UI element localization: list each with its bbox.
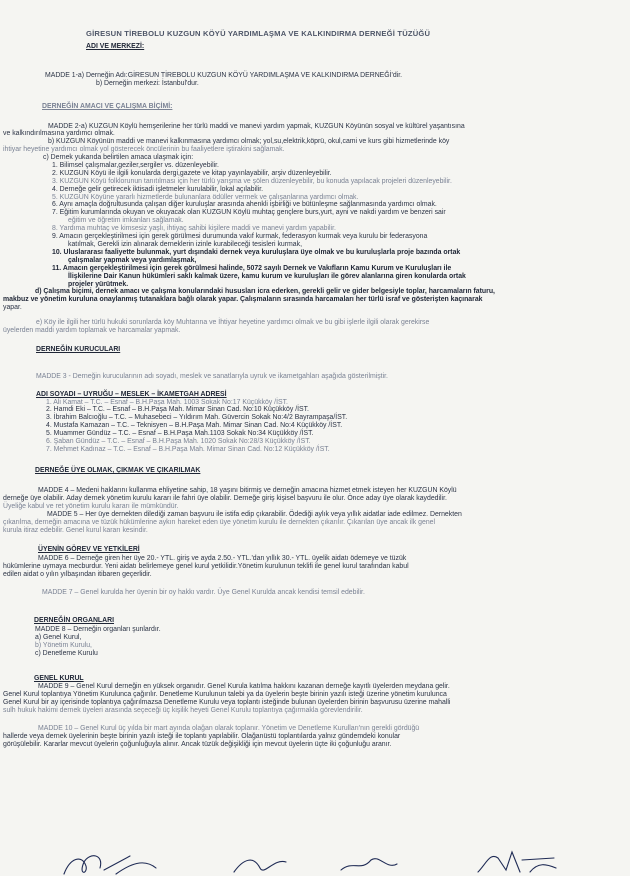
- text-line-61: sulh hukuk hakimi dernek üyeleri arasında seçeceği üç kişilik heyeti Genel Kurulu toplantıya çağırmakla görevlendirilir.: [3, 707, 363, 714]
- text-line-46: kurula itiraz edebilir. Genel kurul kararı kesindir.: [3, 527, 148, 534]
- signature-4: [472, 846, 562, 876]
- text-line-37: 5. Muammer Gündüz – T.C. – Esnaf – B.H.Paşa Mah.1103 Sokak No:34 Küçükköy /İST.: [46, 430, 314, 437]
- section-heading-40: DERNEĞE ÜYE OLMAK, ÇIKMAK VE ÇIKARILMAK: [35, 467, 201, 474]
- text-line-27: yapar.: [3, 304, 22, 311]
- text-line-15: 7. Eğitim kurumlarında okuyan ve okuyacak olan KUZGUN Köylü muhtaç gençlere burs,yurt, ayni ve nakdi yardım ve benzeri sair: [52, 209, 446, 216]
- signature-2: [230, 852, 300, 876]
- section-heading-3: DERNEĞİN AMACI VE ÇALIŞMA BİÇİMİ:: [42, 103, 173, 110]
- text-line-51: MADDE 7 – Genel kurulda her üyenin bir oy hakkı vardır. Üye Genel Kurulda ancak kendisi temsil edebilir.: [42, 589, 365, 596]
- text-line-42: derneğe üye olabilir. Aday dernek yönetim kurulu kararı ile fahri üye olabilir. Derneğe giriş kişisel başvuru ile olur. Önce aday üye olarak kaydedilir.: [3, 495, 447, 502]
- text-line-21: çalışmalar yapmak veya yardımlaşmak,: [68, 257, 197, 264]
- text-line-20: 10. Uluslararası faaliyette bulunmak, yurt dışındaki dernek veya kuruluşlara üye olmak ve bu kuruluşlarla proje bazında ortak: [52, 249, 461, 256]
- section-heading-57: GENEL KURUL: [34, 675, 84, 682]
- signature-1: [60, 848, 180, 876]
- text-line-1: MADDE 1-a) Derneğin Adı:GİRESUN TİREBOLU KUZGUN KÖYÜ YARDIMLAŞMA VE KALKINDIRMA DERNEĞİ'dir.: [45, 72, 403, 79]
- text-line-55: b) Yönetim Kurulu,: [35, 642, 92, 649]
- text-line-12: 4. Derneğe gelir getirecek iktisadi işletmeler kurulabilir, lokal açılabilir.: [52, 186, 264, 193]
- text-line-36: 4. Mustafa Kamazan – T.C. – Teknisyen – B.H.Paşa Mah. Mimar Sinan Cad. No:4 Küçükköy /İST.: [46, 422, 343, 429]
- text-line-62: MADDE 10 – Genel Kurul üç yılda bir mart ayında olağan olarak toplanır. Yönetim ve Denetleme Kurulları'nın gerekli gördüğü: [38, 725, 420, 732]
- text-line-43: Üyeliğe kabul ve ret yönetim kurulu kararı ile mümkündür.: [3, 503, 179, 510]
- text-line-17: 8. Yardıma muhtaç ve kimsesiz yaşlı, ihtiyaç sahibi kişilere maddi ve manevi yardım yapabilir.: [52, 225, 336, 232]
- text-line-34: 2. Hamdi Eki – T.C. – Esnaf – B.H.Paşa Mah. Mimar Sinan Cad. No:10 Küçükköy /İST.: [46, 406, 309, 413]
- text-line-63: hallerde veya dernek üyelerinin beşte birinin yazılı isteği ile toplantı yapılabilir. Olağanüstü toplantılarda yalnız gündemdeki konular: [3, 733, 401, 740]
- section-heading-32: ADI SOYADI – UYRUĞU – MESLEK – İKAMETGAH ADRESİ: [36, 391, 227, 398]
- text-line-54: a) Genel Kurul,: [35, 634, 82, 641]
- text-line-16: eğitim ve öğretim imkanları sağlamak.: [68, 217, 184, 224]
- signature-3: [335, 852, 405, 876]
- section-heading-52: DERNEĞİN ORGANLARI: [34, 617, 115, 624]
- text-line-26: makbuz ve yönetim kuruluna onaylanmış tutanaklara bağlı olarak yapar. Çalışmaların sırasında harcamaları her türlü israf ve gösterişten kaçınarak: [3, 296, 483, 303]
- text-line-45: çıkarılma, derneğin amacına ve tüzük hükümlerine aykırı hareket eden üye yönetim kurulu ile dernekten çıkarılır. Çıkarılan üye ancak ilk genel: [3, 519, 436, 526]
- text-line-49: hükümlerine uymaya mecburdur. Yeni aidatı belirlemeye genel kurul yetkilidir.Yönetim kurulunun teklifi ile genel kurul tarafından kabul: [3, 563, 409, 570]
- text-line-44: MADDE 5 – Her üye dernekten dilediği zaman başvuru ile istifa edip çıkarabilir. Ödediği aylık veya yıllık aidatlar iade edilmez. Dernekten: [47, 511, 462, 518]
- text-line-2: b) Derneğin merkezi: İstanbul'dur.: [96, 80, 199, 87]
- text-line-33: 1. Ali Kamat – T.C. – Esnaf – B.H.Paşa Mah. 1003 Sokak No:17 Küçükköy /İST.: [46, 399, 288, 406]
- text-line-28: e) Köy ile ilgili her türlü hukuki sorunlarda köy Muhtarına ve İhtiyar heyetine yardımcı olmak ve bu gibi işlerle ilgili olarak gerekirse: [36, 319, 430, 326]
- text-line-18: 9. Amacın gerçekleştirilmesi için gerek görülmesi durumunda vakıf kurmak, federasyon kurmak veya kurulu bir federasyona: [52, 233, 428, 240]
- text-line-58: MADDE 9 – Genel Kurul derneğin en yüksek organıdır. Genel Kurula katılma hakkını kazanan derneğe kayıtlı üyelerden meydana gelir.: [38, 683, 450, 690]
- text-line-31: MADDE 3 - Derneğin kurucularının adı soyadı, meslek ve sanatlarıyla uyruk ve ikametgahları aşağıda gösterilmiştir.: [36, 373, 388, 380]
- section-heading-0: ADI VE MERKEZİ:: [86, 43, 145, 50]
- text-line-6: b) KUZGUN Köyünün maddi ve manevi kalkınmasına yardımcı olmak; yol,su,elektrik,köprü, okul,cami ve kurs gibi hizmetlerinde köy: [48, 138, 450, 145]
- text-line-5: ve kalkındırılmasına yardımcı olmak.: [3, 130, 115, 137]
- text-line-13: 5. KUZGUN Köyüne yararlı hizmetlerde bulunanlara ödüller vermek ve çalışanlarına yardımcı olmak.: [52, 194, 359, 201]
- text-line-7: ihtiyar heyetine yardımcı olmak yol gösterecek öncülerinin bu faaliyetlere iştirakini sağlamak.: [3, 146, 285, 153]
- text-line-48: MADDE 6 – Derneğe giren her üye 20.- YTL. giriş ve ayda 2.50.- YTL.'dan yıllık 30.- YTL. üyelik aidatı ödemeye ve tüzük: [38, 555, 407, 562]
- text-line-29: üyelerden maddi yardım toplamak ve harcamalar yapmak.: [3, 327, 181, 334]
- text-line-4: MADDE 2-a) KUZGUN Köylü hemşerilerine her türlü maddi ve manevi yardım yapmak, KUZGUN Köyünün sosyal ve kültürel yaşantısına: [48, 123, 465, 130]
- text-line-56: c) Denetleme Kurulu: [35, 650, 98, 657]
- text-line-23: İlişkilerine Dair Kanun hükümleri saklı kalmak üzere, kamu kurum ve kuruluşları ile görev alanlarına giren konularda ortak: [68, 273, 466, 280]
- text-line-50: edilen aidat o yılın yılbaşından itibaren geçerlidir.: [3, 571, 152, 578]
- text-line-64: görüşülebilir. Kararlar mevcut üyelerin çoğunluğuyla alınır. Ancak tüzük değişikliği için mevcut üyelerin üçte iki çoğunluğu aranır.: [3, 741, 392, 748]
- text-line-19: katılmak, Gerekli izin alınarak derneklerin izinle kurabileceği tesisleri kurmak,: [68, 241, 302, 248]
- section-heading-30: DERNEĞİN KURUCULARI: [36, 346, 121, 353]
- text-line-53: MADDE 8 – Derneğin organları şunlardır.: [35, 626, 161, 633]
- section-heading-47: ÜYENİN GÖREV VE YETKİLERİ: [38, 546, 140, 553]
- text-line-8: c) Dernek yukarıda belirtilen amaca ulaşmak için:: [43, 154, 194, 161]
- text-line-59: Genel Kurul toplantıya Yönetim Kurulunca çağırılır. Denetleme Kurulunun talebi ya da üyelerin beşte birinin yazılı isteği üzerine yönetim kurulunca: [3, 691, 447, 698]
- text-line-38: 6. Şaban Gündüz – T.C. – Esnaf – B.H.Paşa Mah. 1020 Sokak No:28/3 Küçükköy /İST.: [46, 438, 311, 445]
- text-line-11: 3. KUZGUN Köyü folklorunun tanıtılması için her türlü yarışma ve şölen düzenleyebilir, bu konuda yapılacak projeleri düzenleyebilir.: [52, 178, 452, 185]
- text-line-24: projeler yürütmek.: [68, 281, 129, 288]
- text-line-9: 1. Bilimsel çalışmalar,geziler,sergiler vs. düzenleyebilir.: [52, 162, 219, 169]
- document-title: GİRESUN TİREBOLU KUZGUN KÖYÜ YARDIMLAŞMA VE KALKINDIRMA DERNEĞİ TÜZÜĞÜ: [86, 29, 431, 38]
- text-line-60: Genel Kurul bir ay içerisinde toplantıya çağırılmazsa Denetleme Kurulu veya toplantı isteğinde bulunan üyelerden birinin başvurusu üzerine mahalli: [3, 699, 451, 706]
- text-line-25: d) Çalışma biçimi, dernek amacı ve çalışma konularındaki hususları icra ederken, gerekli gelir ve gider belgesiyle toplar, harcamaların faturu,: [35, 288, 495, 295]
- text-line-22: 11. Amacın gerçekleştirilmesi için gerek görülmesi halinde, 5072 sayılı Dernek ve Vakıfların Kamu Kurum ve Kuruluşları ile: [52, 265, 452, 272]
- text-line-35: 3. İbrahim Balcıoğlu – T.C. – Muhasebeci – Yıldırım Mah. Güvercin Sokak No:4/2 Bayrampaşa/İST.: [46, 414, 348, 421]
- text-line-10: 2. KUZGUN Köyü ile ilgili konularda dergi,gazete ve kitap yayınlayabilir, arşiv düzenleyebilir.: [52, 170, 332, 177]
- text-line-14: 6. Aynı amaçla doğrultusunda çalışan diğer kuruluşlar arasında ahenkli işbirliği ve bütünleşme sağlanmasında yardımcı olmak.: [52, 201, 437, 208]
- text-line-39: 7. Mehmet Kadınaz – T.C. – Esnaf – B.H.Paşa Mah. Mimar Sinan Cad. No:12 Küçükköy /İST.: [46, 446, 330, 453]
- text-line-41: MADDE 4 – Medeni haklarını kullanma ehliyetine sahip, 18 yaşını bitirmiş ve derneğin amacına hizmet etmek isteyen her KUZGUN Köylü: [38, 487, 457, 494]
